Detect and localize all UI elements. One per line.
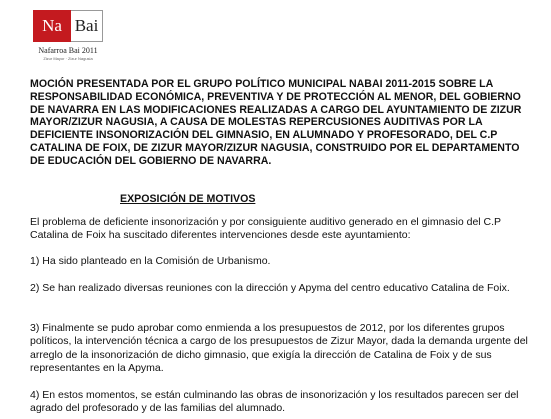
paragraph-point-3: 3) Finalmente se pudo aprobar como enmienda a los presupuestos de 2012, por los diferentes grupos políticos, la intervención técnica a cargo de los presupuestos de Zizur Mayor, dada la demanda urgente del arreglo de la insonorización de dicho gimnasio, que exigía la dirección de Catalina de Foix y de sus representantes en la Apyma. [30, 322, 528, 374]
paragraph-point-1: 1) Ha sido planteado en la Comisión de Urbanismo. [30, 255, 271, 267]
paragraph-point-2: 2) Se han realizado diversas reuniones con la dirección y Apyma del centro educativo Catalina de Foix. [30, 282, 510, 294]
paragraph-point-4: 4) En estos momentos, se están culminando las obras de insonorización y los resultados parecen ser del agrado del profesorado y de las familias del alumnado. [30, 389, 519, 415]
logo-na-block: Na [33, 10, 71, 42]
section-heading: EXPOSICIÓN DE MOTIVOS [120, 193, 256, 205]
logo-bai-block: Bai [71, 10, 103, 42]
logo-caption: Nafarroa Bai 2011 [38, 46, 98, 55]
logo-subcaption: Zizur Mayor · Zizur Nagusia [43, 56, 93, 61]
nabai-logo [30, 10, 106, 61]
paragraph-intro: El problema de deficiente insonorización y por consiguiente auditivo generado en el gimnasio del C.P Catalina de Foix ha suscitado diferentes intervenciones desde este ayuntamiento: [30, 216, 501, 242]
document-title: MOCIÓN PRESENTADA POR EL GRUPO POLÍTICO MUNICIPAL NABAI 2011-2015 SOBRE LA RESPONSABILIDAD ECONÓMICA, PREVENTIVA Y DE PROTECCIÓN AL MENOR, DEL GOBIERNO DE NAVARRA EN LAS MODIFICACIONES REALIZADAS A CARGO DEL AYUNTAMIENTO DE ZIZUR MAYOR/ZIZUR NAGUSIA, A CAUSA DE MOLESTAS REPERCUSIONES AUDITIVAS POR LA DEFICIENTE INSONORIZACIÓN DEL GIMNASIO, EN ALUMNADO Y PROFESORADO, DEL C.P CATALINA DE FOIX, DE ZIZUR MAYOR/ZIZUR NAGUSIA, CONSTRUIDO POR EL DEPARTAMENTO DE EDUCACIÓN DEL GOBIERNO DE NAVARRA. [30, 78, 522, 167]
logo-mark [33, 10, 103, 42]
